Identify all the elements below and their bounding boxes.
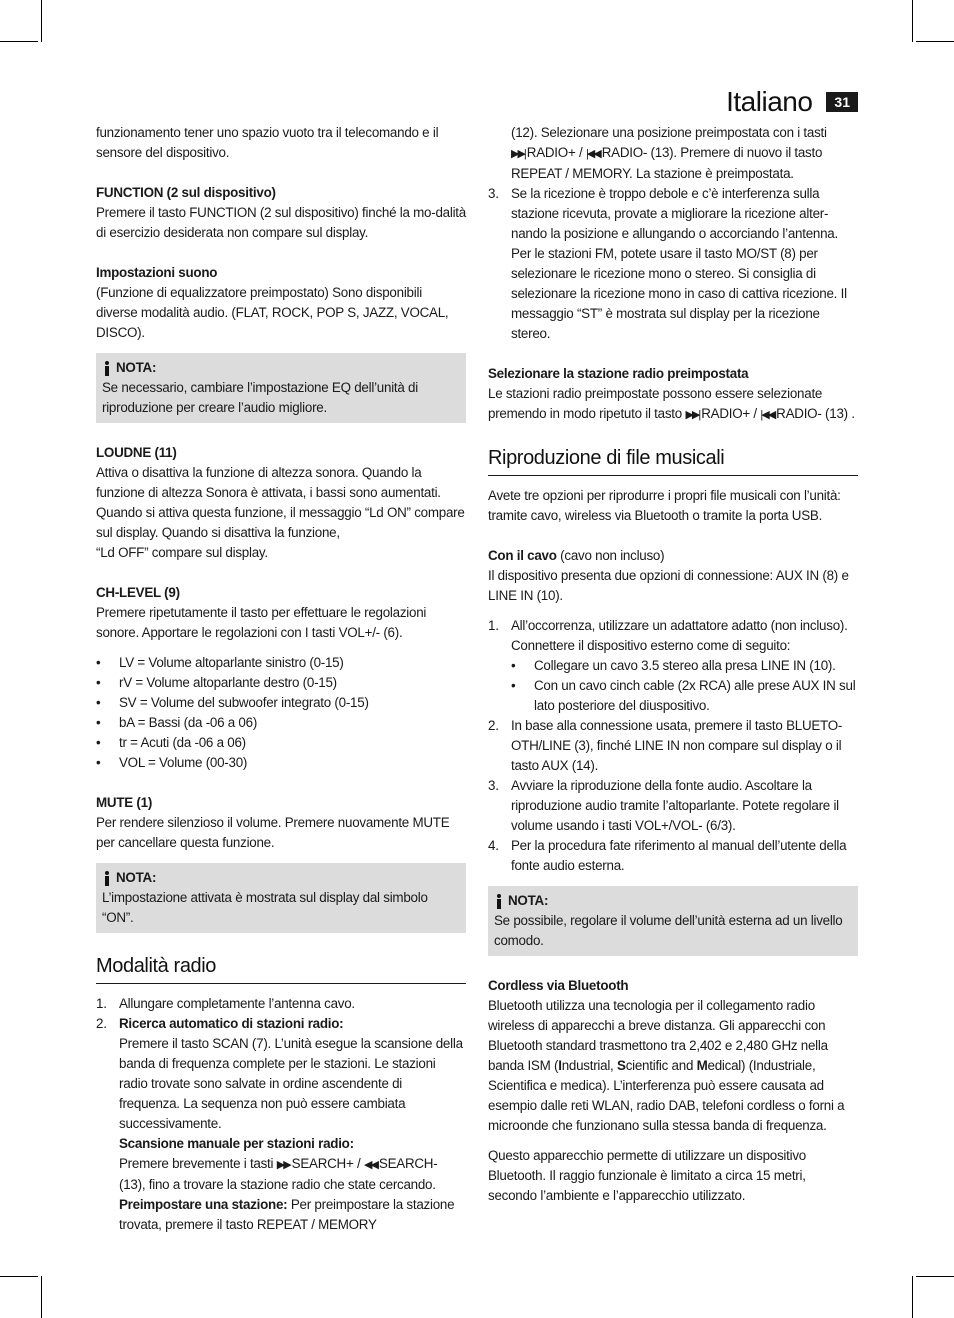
list-item: 2. In base alla connessione usata, premere il tasto BLUETO-OTH/LINE (3), finché LINE IN non compare sul display o il tasto AUX (14). [488,718,843,773]
info-icon [102,361,112,376]
next-track-icon: ▶▶| [685,409,700,421]
fast-forward-icon: ▶▶ [276,1159,290,1171]
left-column [96,123,466,1235]
list-item [488,123,858,184]
manual-scan-heading: Scansione manuale per stazioni radio: [119,1136,354,1151]
cable-steps [488,616,858,876]
loudne-text-2: “Ld OFF” compare sul display. [96,545,268,560]
chlevel-text: Premere ripetutamente il tasto per effettuare le regolazioni sonore. Apportare le regolazioni con I tasti VOL+/- (6). [96,605,427,640]
list-item: 1. All’occorrenza, utilizzare un adattatore adatto (non incluso). Connettere il dispositivo esterno come di seguito: • Collegare un cavo 3.5 stereo alla presa LINE IN (10). • Con un cavo cinch cable (2x RCA) alle prese AUX IN sul lato posteriore del diuspositivo. [488,616,858,716]
list-item: 3. Se la ricezione è troppo debole e c’è interferenza sulla stazione ricevuta, provate a migliorare la ricezione alter-nando la posizione e allungando o accorciando l’antenna. Per le stazioni FM, potete usare il tasto MO/ST (8) per selezionare le ricezione mono o stereo. Si consiglia di selezionare la ricezione mono in caso di cattiva ricezione. Il messaggio “ST” è mostrata sul display per la ricezione stereo. [488,186,847,341]
note-text: L’impostazione attivata è mostrata sul display dal simbolo “ON”. [102,890,428,925]
crop-mark [0,41,38,42]
crop-mark [0,1276,38,1277]
chlevel-heading: CH-LEVEL (9) [96,585,180,600]
sound-heading: Impostazioni suono [96,265,218,280]
next-track-icon: ▶▶| [511,148,525,160]
auto-scan-heading: Ricerca automatico di stazioni radio: [119,1016,344,1031]
function-heading: FUNCTION (2 sul dispositivo) [96,185,276,200]
list-item: • rV = Volume altoparlante destro (0-15) [96,673,466,693]
list-item: • SV = Volume del subwoofer integrato (0-15) [96,693,466,713]
note-label: NOTA: [116,360,157,375]
cable-sub-list [511,656,858,716]
crop-mark [912,1276,913,1318]
loudne-heading: LOUDNE (11) [96,445,177,460]
mute-text: Per rendere silenzioso il volume. Premere nuovamente MUTE per cancellare questa funzione. [96,815,450,850]
section-title-music: Riproduzione di file musicali [488,445,858,476]
sound-text: (Funzione di equalizzatore preimpostato) Sono disponibili diverse modalità audio. (FLAT, ROCK, POP S, JAZZ, VOCAL, DISCO). [96,285,449,340]
loudne-text: Attiva o disattiva la funzione di altezza sonora. Quando la funzione di altezza Sonora è attivata, i bassi sono aumentati. Quando si attiva questa funzione, il messaggio “Ld ON” compare sul display. Quando si disattiva la funzione, [96,465,465,540]
auto-scan-text: Premere il tasto SCAN (7). L’unità esegue la scansione della banda di frequenza complete per le stazioni. Le stazioni radio trovate sono salvate in ordine ascendente di frequenza. La sequenza non può essere cambiata successivamente. [119,1036,463,1131]
list-item: • Con un cavo cinch cable (2x RCA) alle prese AUX IN sul lato posteriore del diuspositivo. [511,676,858,716]
section-title-radio: Modalità radio [96,953,466,984]
note-box [488,886,858,956]
preset-select-heading: Selezionare la stazione radio preimpostata [488,366,749,381]
note-text: Se necessario, cambiare l’impostazione EQ dell’unità di riproduzione per creare l’audio migliore. [102,380,418,415]
cable-text: Il dispositivo presenta due opzioni di connessione: AUX IN (8) e LINE IN (10). [488,568,849,603]
crop-mark [916,1276,954,1277]
info-icon [102,871,112,886]
preset-text: Preimpostare una stazione: Per preimpostare la stazione trovata, premere il tasto REPEAT / MEMORY [119,1197,455,1232]
list-item: 1. Allungare completamente l’antenna cavo. [96,996,355,1011]
page-language-title: Italiano [726,86,813,117]
crop-mark [41,0,42,42]
bluetooth-text-2: Questo apparecchio permette di utilizzare un dispositivo Bluetooth. Il raggio funzionale è limitato a circa 15 metri, secondo l’ambiente e l’apparecchio utilizzato. [488,1148,806,1203]
list-item: • bA = Bassi (da -06 a 06) [96,713,466,733]
page-header [726,86,858,118]
page-number: 31 [826,92,858,112]
rewind-icon: ◀◀ [363,1159,377,1171]
function-text: Premere il tasto FUNCTION (2 sul dispositivo) finché la mo-dalità di esercizio desiderata non compare sul display. [96,205,466,240]
intro-text: funzionamento tener uno spazio vuoto tra il telecomando e il sensore del dispositivo. [96,125,439,160]
preset-continued-text: (12). Selezionare una posizione preimpostata con i tasti ▶▶| RADIO+ / |◀◀ RADIO- (13). Premere di nuovo il tasto REPEAT / MEMORY. La stazione è preimpostata. [511,125,827,181]
radio-steps-continued [488,123,858,344]
bluetooth-text: Bluetooth utilizza una tecnologia per il collegamento radio wireless di apparecchi a breve distanza. Gli apparecchi con Bluetooth standard trasmettono tra 2,402 e 2,480 GHz nella banda ISM (Industrial, Scientific and Medical) (Industriale, Scientifica e medica). L’interferenza può essere causata ad esempio dalle reti WLAN, radio DAB, telefoni cordless o forni a microonde che funzionano sulla stessa banda di frequenza. [488,998,845,1133]
manual-scan-text: Premere brevemente i tasti ▶▶ SEARCH+ / ◀◀ SEARCH- (13), fino a trovare la stazione radio che state cercando. [119,1156,438,1192]
note-label: NOTA: [508,893,549,908]
list-item: • Collegare un cavo 3.5 stereo alla presa LINE IN (10). [511,656,858,676]
crop-mark [41,1276,42,1318]
list-item: • tr = Acuti (da -06 a 06) [96,733,466,753]
list-item: 3. Avviare la riproduzione della fonte audio. Ascoltare la riproduzione audio tramite l’altoparlante. Potete regolare il volume usando i tasti VOL+/VOL- (6/3). [488,778,839,833]
bluetooth-heading: Cordless via Bluetooth [488,978,629,993]
note-box [96,863,466,933]
note-text: Se possibile, regolare il volume dell’unità esterna ad un livello comodo. [494,913,843,948]
note-box [96,353,466,423]
crop-mark [912,0,913,42]
cable-heading: Con il cavo (cavo non incluso) [488,548,665,563]
previous-track-icon: |◀◀ [585,148,600,160]
preset-select-text: Le stazioni radio preimpostate possono essere selezionate premendo in modo ripetuto il tasto ▶▶| RADIO+ / |◀◀ RADIO- (13) . [488,386,855,421]
right-column [488,123,858,1206]
chlevel-list [96,653,466,773]
list-item: 2. Ricerca automatico di stazioni radio: Premere il tasto SCAN (7). L’unità esegue la scansione della banda di frequenza complete per le stazioni. Le stazioni radio trovate sono salvate in ordine ascendente di frequenza. La sequenza non può essere cambiata successivamente. Scansione manuale per stazioni radio: Premere brevemente i tasti ▶▶ SEARCH+ / ◀◀ SEARCH- (13), fino a trovare la stazione radio che state cercando. Preimpostare una stazione: Per preimpostare la stazione trovata, premere il tasto REPEAT / MEMORY [96,1014,466,1235]
previous-track-icon: |◀◀ [760,409,775,421]
list-item: 4. Per la procedura fate riferimento al manual dell’utente della fonte audio esterna. [488,838,847,873]
mute-heading: MUTE (1) [96,795,153,810]
crop-mark [916,41,954,42]
info-icon [494,894,504,909]
note-label: NOTA: [116,870,157,885]
list-item: • VOL = Volume (00-30) [96,753,466,773]
music-text: Avete tre opzioni per riprodurre i propri file musicali con l’unità: tramite cavo, wireless via Bluetooth o tramite la porta USB. [488,488,841,523]
radio-steps [96,994,466,1235]
list-item: • LV = Volume altoparlante sinistro (0-15) [96,653,466,673]
